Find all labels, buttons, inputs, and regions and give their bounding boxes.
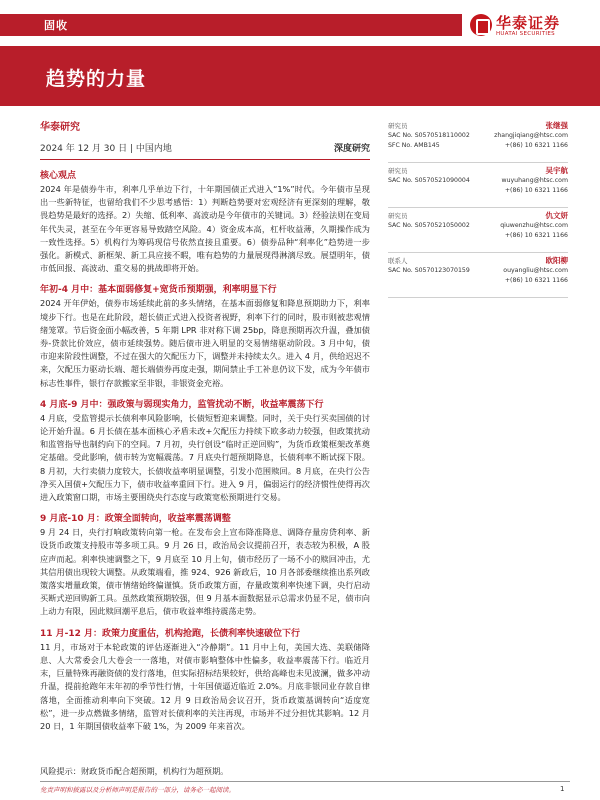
analyst-phone: +(86) 10 6321 1166: [504, 187, 568, 194]
analyst-card: [388, 208, 568, 253]
page-title: 趋势的力量: [46, 68, 147, 90]
logo-en: HUATAI SECURITIES: [496, 31, 555, 37]
analyst-name: 仇文妍: [545, 211, 568, 220]
brand-logo: [470, 12, 588, 40]
analyst-email[interactable]: zhangjiqiang@htsc.com: [494, 132, 568, 139]
section-body: 11 月，市场对于本轮政策的评估逐渐进入“冷静期”。11 月中上旬，美国大选、美联储降息、人大常委会几大卷会一一落地，对债市影响整体中性偏多，收益率震荡下行。临近月末，巨量特殊再融资债的发行落地，但实际招标结果较好，供给高峰也未见波澜，做多冲动升温，提前抢跑年末年初的季节性行情，十年国债逼近临近 2.0%。月底非银同业存款自律落地，全面推动利率向下突破。12 月 9 日政治局会议召开，货币政策基调转向“适度宽松”，进一步点燃做多情绪，监管对长债利率的关注再现，市场并不过分担忧其影响。12 月 20 日，1 年期国债收益率下破 1%，为 2009 年来首次。: [40, 641, 370, 731]
footer-divider: [40, 781, 570, 782]
section-body: 2024 年是债券牛市，利率几乎单边下行，十年期国债正式进入“1%”时代。今年债市呈现出一些新特征，也留给我们不少思考感悟：1）判断趋势要对宏观经济有更深刻的理解，敬畏趋势是最好的选择。2）失缩、低利率、高波动是今年债市的关键词。3）经验法则在变局年代失灵，甚至在今年更容易导致踏空风险。4）资金成本高，杠杆收益薄，久期操作成为一致性选择。5）机构行为筹码现信号依然直接且重要。6）债券品种“利率化”趋势进一步强化。新模式、新框架、新工具应接不暇，唯有趋势的力量展现得淋漓尽致。展望明年，债市低回报、高波动、重交易的挑战即将开始。: [40, 184, 370, 274]
analyst-phone: +(86) 10 6321 1166: [504, 277, 568, 284]
analyst-role: 研究员: [388, 167, 408, 175]
title-banner: [0, 46, 600, 106]
category-tag: 固收: [44, 19, 68, 32]
section-heading: 9 月底-10 月：政策全面转向，收益率震荡调整: [40, 514, 231, 525]
analyst-card: [388, 163, 568, 208]
section-heading: 4 月底-9 月中：强政策与弱现实角力，监管扰动不断，收益率震荡下行: [40, 399, 324, 410]
dateline: [40, 141, 370, 160]
analyst-card: [388, 118, 568, 163]
analyst-phone: +(86) 10 6321 1166: [504, 232, 568, 239]
section-body: 4 月底，受监管提示长债利率风险影响，长债短暂迎来调整。同时，关于央行买卖国债的讨论开始升温。6 月长债在基本面核心矛盾未改+欠配压力持续下欧多动力较强，但政策扰动和监管指导也制约向下的空间。7 月初，央行创设“临时正逆回购”，为货币政策框架改革奠定基础。受此影响，债市转为宽幅震荡。7 月底央行超预期降息，长债利率不断试探下限。8 月初，大行卖债力度较大，长债收益率明显调整，引发小范围赎回。8 月底，在央行公告净买入国债+欠配压力下，债市收益率重回下行。进入 9 月，偏弱运行的经济惯性使得再次进入政策窗口期，市场主要围绕央行态度与政策宽松预期进行交易。: [40, 412, 370, 503]
analyst-sac-row: SAC No. S0570521050002 qiuwenzhu@htsc.com: [388, 222, 568, 229]
section-body: 2024 开年伊始，债券市场延续此前的多头情绪，在基本面弱修复和降息预期助力下，利率境步下行。也是在此阶段，超长债正式进入投资者视野，利率下行的同时，股市则被悲观情绪笼罩。节后资金面小幅改善，5 年期 LPR 非对称下调 25bp，降息预期再次升温，叠加债券-贷款比价效应，债市延续强势。随后债市进入明显的交易情绪驱动阶段。3 月中旬，债市迎来阶段性调整，不过在强大的欠配压力下，调整并未持续太久。进入 4 月，供给迟迟不来，欠配压力驱动长端、超长端债券再度走强，期间禁止手工补息仍议下发，成为今年债市标志性事件，银行存款搬家至非银，非银资金充裕。: [40, 298, 370, 388]
author-label: 华泰研究: [40, 122, 80, 133]
section-body: 9 月 24 日，央行打响政策转向第一枪。在发布会上宣布降准降息、调降存量房贷利率、新设货币政策支持股市等多项工具。9 月 26 日，政治局会议提前召开，表态较为积极，A 股应声而起。利率快速调整之下，9 月底至 10 月上旬，债市经历了一场不小的赎回冲击，尤其信用债出现较大调整。从政策端看，推 924、926 新政后，10 月各部委继续推出系列政策落实增量政策，债市情绪始终偏谨慎。货币政策方面，存量政策利率快速下调，央行启动买断式逆回购新工具。虽然政策预期较强，但 9 月基本面数据显示总需求仍显不足，债市向上动力有限，因此赎回潮平息后，债市收益率维持震荡走势。: [40, 527, 370, 617]
analyst-card: [388, 253, 568, 298]
analyst-email[interactable]: wuyuhang@htsc.com: [501, 177, 568, 184]
logo-mark-icon: [470, 14, 492, 36]
report-type: 深度研究: [333, 144, 370, 154]
main-content: [40, 118, 370, 733]
section-heading: 核心观点: [40, 171, 77, 181]
page-number: 1: [560, 785, 565, 793]
analyst-sac-row: SAC No. S0570123070159 ouyangliu@htsc.com: [388, 267, 568, 274]
analyst-phone: +(86) 10 6321 1166: [504, 142, 568, 149]
analyst-email[interactable]: ouyangliu@htsc.com: [503, 267, 568, 274]
risk-note: 风险提示：财政货币配合超预期，机构行为超预期。: [40, 766, 229, 776]
analyst-sfc-row: SFC No. AMB145 +(86) 10 6321 1166: [388, 142, 568, 149]
section-heading: 年初-4 月中：基本面弱修复+宽货币预期强，利率明显下行: [40, 285, 277, 296]
logo-cn: 华泰证券: [496, 14, 561, 32]
analyst-role: 研究员: [388, 212, 408, 220]
analyst-role: 联系人: [388, 257, 408, 265]
analyst-sac-row: SAC No. S0570521090004 wuyuhang@htsc.com: [388, 177, 568, 184]
analyst-email[interactable]: qiuwenzhu@htsc.com: [500, 222, 568, 229]
analyst-role: 研究员: [388, 122, 408, 130]
sections: [40, 168, 370, 733]
analyst-sac-row: SAC No. S0570518110002 zhangjiqiang@htsc.com: [388, 132, 568, 139]
disclaimer: 免责声明和披露以及分析师声明是报告的一部分，请务必一起阅读。: [40, 786, 235, 794]
report-header: [0, 0, 600, 110]
category-bar: [0, 14, 462, 36]
analyst-name: 欧阳柳: [545, 256, 568, 265]
analyst-name: 张继强: [545, 121, 568, 130]
section-heading: 11 月-12 月：政策力度重估，机构抢跑，长债利率快速破位下行: [40, 628, 301, 639]
analyst-panel: [388, 118, 568, 298]
date-region: 2024 年 12 月 30 日 | 中国内地: [40, 144, 172, 154]
analyst-name: 吴宇航: [545, 166, 568, 175]
